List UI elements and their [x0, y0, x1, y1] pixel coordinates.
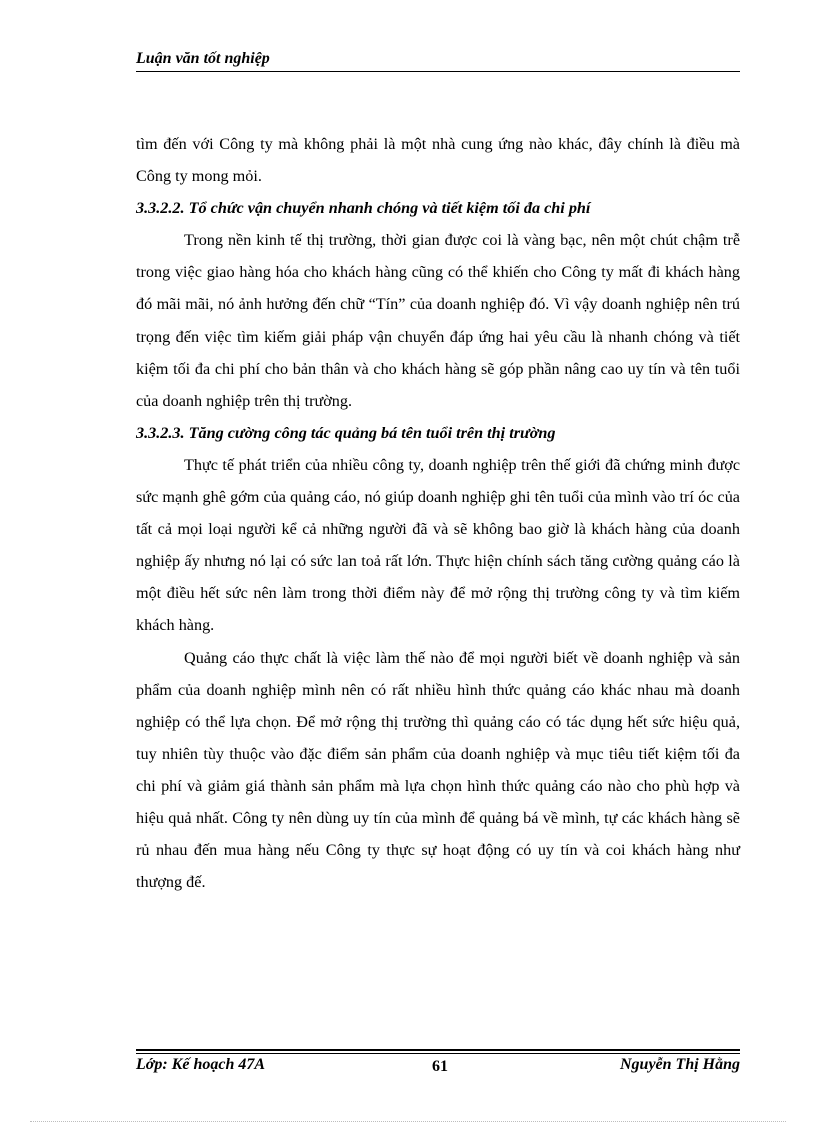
paragraph-continuation: tìm đến với Công ty mà không phải là một nhà cung ứng nào khác, đây chính là điều mà Công ty mong mỏi.: [136, 135, 740, 186]
page-bottom-edge: [30, 1121, 786, 1122]
page-body: [136, 128, 740, 898]
paragraph-advertising-power: Thực tế phát triển của nhiều công ty, doanh nghiệp trên thế giới đã chứng minh được sức mạnh ghê gớm của quảng cáo, nó giúp doanh nghiệp ghi tên tuổi của mình vào trí óc của tất cả mọi loại người kể cả những người đã và sẽ không bao giờ là khách hàng của doanh nghiệp ấy nhưng nó lại có sức lan toả rất lớn. Thực hiện chính sách tăng cường quảng cáo là một điều hết sức nên làm trong thời điểm này để mở rộng thị trường công ty và tìm kiếm khách hàng.: [136, 455, 740, 635]
page-number: 61: [432, 1058, 448, 1075]
paragraph-transport: Trong nền kinh tế thị trường, thời gian được coi là vàng bạc, nên một chút chậm trễ trong việc giao hàng hóa cho khách hàng cũng có thể khiến cho Công ty mất đi khách hàng đó mãi mãi, nó ảnh hưởng đến chữ “Tín” của doanh nghiệp đó. Vì vậy doanh nghiệp nên trú trọng đến việc tìm kiếm giải pháp vận chuyển đáp ứng hai yêu cầu là nhanh chóng và tiết kiệm tối đa chi phí cho bản thân và cho khách hàng sẽ góp phần nâng cao uy tín và tên tuổi của doanh nghiệp trên thị trường.: [136, 231, 740, 410]
footer-class-label: Lớp: Kế hoạch 47A: [136, 1056, 266, 1073]
footer-rule-thin: [136, 1053, 740, 1054]
paragraph-advertising-nature: Quảng cáo thực chất là việc làm thế nào để mọi người biết về doanh nghiệp và sản phẩm của doanh nghiệp mình nên có rất nhiều hình thức quảng cáo khác nhau mà doanh nghiệp có thể lựa chọn. Để mở rộng thị trường thì quảng cáo có tác dụng hết sức hiệu quả, tuy nhiên tùy thuộc vào đặc điểm sản phẩm của doanh nghiệp và mục tiêu tiết kiệm tối đa chi phí và giảm giá thành sản phẩm mà lựa chọn hình thức quảng cáo nào cho phù hợp và hiệu quả nhất. Công ty nên dùng uy tín của mình để quảng bá về mình, tự các khách hàng sẽ rủ nhau đến mua hàng nếu Công ty thực sự hoạt động có uy tín và coi khách hàng như thượng đế.: [136, 648, 740, 892]
footer-author: Nguyễn Thị Hằng: [619, 1056, 740, 1073]
header-rule: [136, 71, 740, 72]
section-heading-3-3-2-3: 3.3.2.3. Tăng cường công tác quảng bá tên tuổi trên thị trường: [136, 423, 556, 442]
running-footer: [136, 1056, 740, 1080]
running-header: Luận văn tốt nghiệp: [136, 50, 270, 67]
section-heading-3-3-2-2: 3.3.2.2. Tổ chức vận chuyển nhanh chóng và tiết kiệm tối đa chi phí: [136, 199, 591, 218]
footer-rule-thick: [136, 1049, 740, 1051]
